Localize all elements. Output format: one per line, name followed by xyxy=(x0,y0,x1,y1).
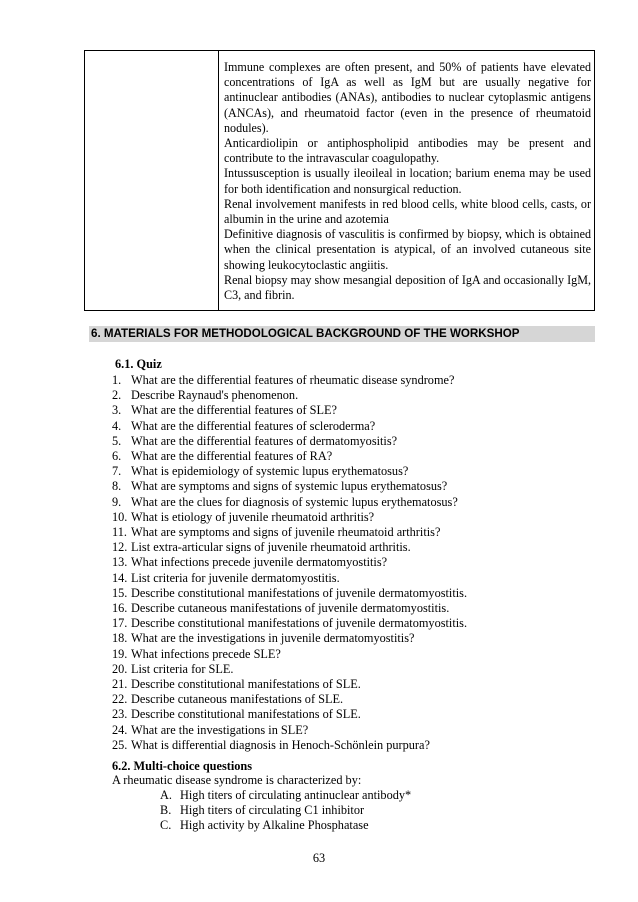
quiz-item-text: What are the clues for diagnosis of systemic lupus erythematosus? xyxy=(131,494,458,509)
quiz-item-text: What is epidemiology of systemic lupus erythematosus? xyxy=(131,464,409,479)
quiz-item-number: 6. xyxy=(112,449,122,464)
page-number: 63 xyxy=(312,851,326,865)
quiz-item xyxy=(112,616,467,631)
table-paragraph: Anticardiolipin or antiphospholipid antibodies may be present and contribute to the intravascular coagulopathy. xyxy=(224,136,591,166)
quiz-item-number: 13. xyxy=(112,555,128,570)
table-left-cell xyxy=(85,51,219,310)
quiz-item-text: Describe cutaneous manifestations of SLE. xyxy=(131,692,344,707)
quiz-item-number: 2. xyxy=(112,388,122,403)
quiz-item-text: What are symptoms and signs of systemic lupus erythematosus? xyxy=(131,479,448,494)
quiz-item-text: What are the differential features of dermatomyositis? xyxy=(131,433,398,448)
quiz-item xyxy=(112,662,467,677)
quiz-item-number: 5. xyxy=(112,433,122,448)
quiz-item-number: 22. xyxy=(112,692,128,707)
quiz-item-number: 14. xyxy=(112,570,128,585)
mcq-question: A rheumatic disease syndrome is characterized by: xyxy=(112,773,362,787)
quiz-item-number: 19. xyxy=(112,646,128,661)
quiz-item xyxy=(112,555,467,570)
quiz-item-number: 7. xyxy=(112,464,122,479)
quiz-item-number: 11. xyxy=(112,525,127,540)
table-paragraph: Renal biopsy may show mesangial deposition of IgA and occasionally IgM, C3, and fibrin. xyxy=(224,272,591,303)
quiz-item xyxy=(112,586,467,601)
mcq-option xyxy=(160,788,411,803)
quiz-item xyxy=(112,571,467,586)
quiz-item-number: 16. xyxy=(112,601,128,616)
mcq-option-text: High titers of circulating antinuclear antibody* xyxy=(180,788,412,802)
quiz-item-number: 8. xyxy=(112,479,122,494)
quiz-item-text: Describe constitutional manifestations of juvenile dermatomyostitis. xyxy=(131,616,468,631)
quiz-item xyxy=(112,601,467,616)
quiz-item-number: 10. xyxy=(112,509,128,524)
quiz-item-text: What are the investigations in SLE? xyxy=(131,722,309,737)
quiz-item xyxy=(112,738,467,753)
quiz-item xyxy=(112,434,467,449)
quiz-item-number: 20. xyxy=(112,661,128,676)
quiz-item xyxy=(112,647,467,662)
quiz-item xyxy=(112,464,467,479)
quiz-item-text: List criteria for juvenile dermatomyostitis. xyxy=(131,570,340,585)
table-paragraph: Immune complexes are often present, and 50% of patients have elevated concentrations of IgA as well as IgM but are usually negative for antinuclear antibodies (ANAs), antibodies to nuclear cytoplasmic antigens (ANCAs), and rheumatoid factor (even in the presence of rheumatoid nodules). xyxy=(224,60,591,135)
quiz-item-text: What infections precede SLE? xyxy=(131,646,281,661)
quiz-item-text: List criteria for SLE. xyxy=(131,661,234,676)
table-right-cell xyxy=(219,51,594,310)
quiz-item xyxy=(112,707,467,722)
quiz-item-text: What infections precede juvenile dermatomyostitis? xyxy=(131,555,388,570)
quiz-item xyxy=(112,495,467,510)
mcq-option-text: High titers of circulating C1 inhibitor xyxy=(180,803,365,818)
quiz-item-number: 4. xyxy=(112,418,122,433)
quiz-item-number: 15. xyxy=(112,585,128,600)
quiz-item-number: 12. xyxy=(112,540,128,555)
quiz-list xyxy=(112,373,467,753)
quiz-item-text: What are the investigations in juvenile dermatomyostitis? xyxy=(131,631,415,646)
quiz-item-number: 23. xyxy=(112,707,128,722)
quiz-item xyxy=(112,479,467,494)
table-paragraph: Renal involvement manifests in red blood cells, white blood cells, casts, or albumin in the urine and azotemia xyxy=(224,196,591,227)
quiz-item-number: 25. xyxy=(112,737,128,752)
quiz-item xyxy=(112,723,467,738)
quiz-item xyxy=(112,388,467,403)
quiz-item xyxy=(112,403,467,418)
quiz-item-text: Describe constitutional manifestations of SLE. xyxy=(131,677,361,692)
quiz-item xyxy=(112,540,467,555)
quiz-item-text: Describe cutaneous manifestations of juvenile dermatomyostitis. xyxy=(131,601,450,616)
quiz-item xyxy=(112,525,467,540)
quiz-item-text: What is etiology of juvenile rheumatoid arthritis? xyxy=(131,509,375,524)
quiz-item xyxy=(112,677,467,692)
quiz-item-text: What are the differential features of RA? xyxy=(131,449,333,464)
quiz-title: 6.1. Quiz xyxy=(115,357,162,371)
quiz-item-number: 3. xyxy=(112,403,122,418)
mcq-title: 6.2. Multi-choice questions xyxy=(112,759,253,773)
quiz-item-text: What is differential diagnosis in Henoch-Schönlein purpura? xyxy=(131,737,430,752)
quiz-item xyxy=(112,510,467,525)
quiz-item-text: Describe Raynaud's phenomenon. xyxy=(131,388,299,403)
quiz-item-text: What are the differential features of SLE? xyxy=(131,403,337,418)
quiz-item-text: Describe constitutional manifestations of SLE. xyxy=(131,707,361,722)
quiz-item xyxy=(112,449,467,464)
quiz-item-number: 1. xyxy=(112,373,122,387)
quiz-item-number: 17. xyxy=(112,616,128,631)
section-heading: 6. MATERIALS FOR METHODOLOGICAL BACKGROUND OF THE WORKSHOP xyxy=(89,326,595,342)
table-paragraph: Definitive diagnosis of vasculitis is confirmed by biopsy, which is obtained when the clinical presentation is atypical, of an involved cutaneous site showing leukocytoclastic angiitis. xyxy=(224,227,591,272)
quiz-item-number: 9. xyxy=(112,494,122,509)
findings-table xyxy=(84,50,595,311)
quiz-item-text: What are the differential features of scleroderma? xyxy=(131,418,376,433)
quiz-item xyxy=(112,419,467,434)
mcq-option-letter: A. xyxy=(160,788,172,802)
quiz-item-text: What are symptoms and signs of juvenile rheumatoid arthritis? xyxy=(131,525,441,540)
mcq-option xyxy=(160,803,411,818)
mcq-option-text: High activity by Alkaline Phosphatase xyxy=(180,818,369,833)
mcq-option-letter: B. xyxy=(160,803,172,818)
quiz-item xyxy=(112,631,467,646)
quiz-item-number: 21. xyxy=(112,677,128,692)
quiz-item-text: Describe constitutional manifestations of juvenile dermatomyostitis. xyxy=(131,585,468,600)
mcq-options xyxy=(160,788,411,834)
mcq-option xyxy=(160,818,411,833)
quiz-item-number: 24. xyxy=(112,722,128,737)
quiz-item xyxy=(112,692,467,707)
table-paragraph: Intussusception is usually ileoileal in location; barium enema may be used for both identification and nonsurgical reduction. xyxy=(224,166,591,196)
quiz-item xyxy=(112,373,467,388)
quiz-item-text: List extra-articular signs of juvenile rheumatoid arthritis. xyxy=(131,540,411,555)
mcq-option-letter: C. xyxy=(160,818,172,833)
quiz-item-text: What are the differential features of rheumatic disease syndrome? xyxy=(131,373,455,387)
quiz-item-number: 18. xyxy=(112,631,128,646)
